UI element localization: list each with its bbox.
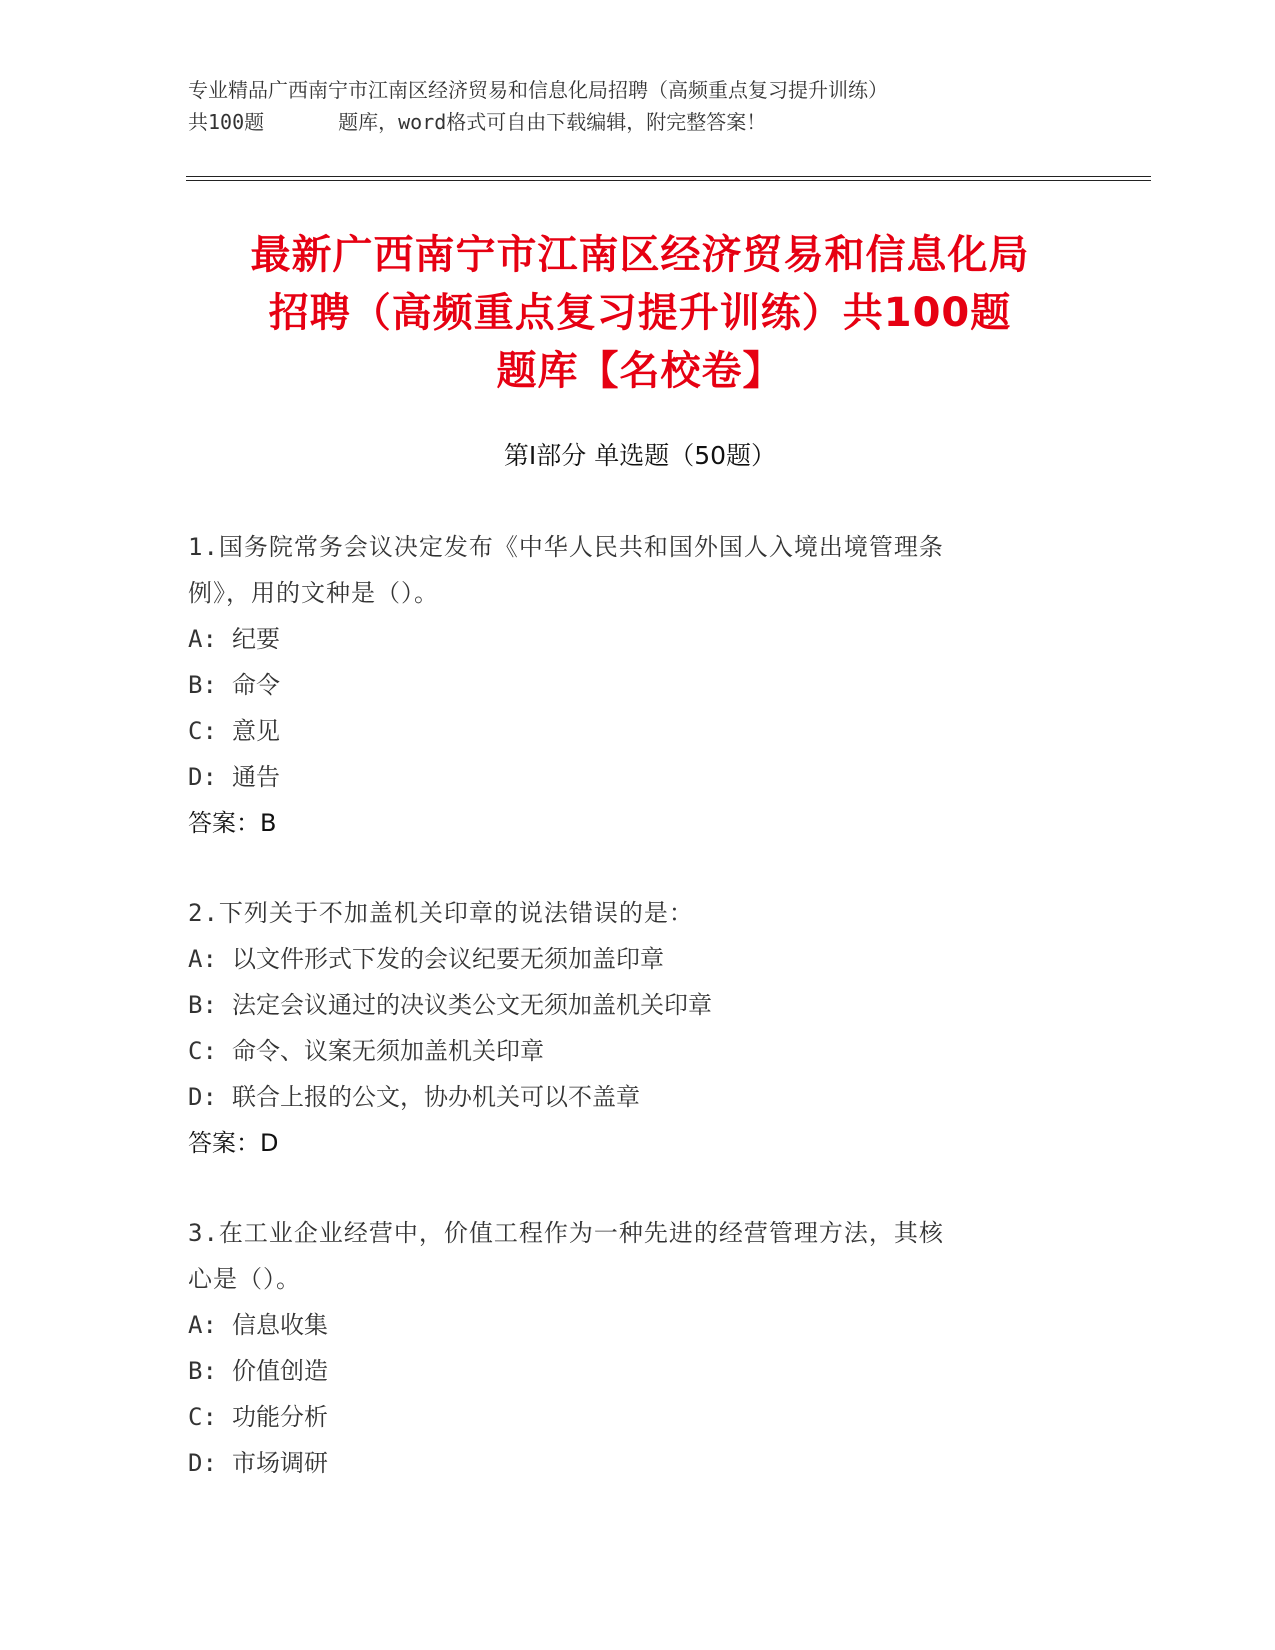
question-text: 1.国务院常务会议决定发布《中华人民共和国外国人入境出境管理条 [188,533,944,561]
option-text: 信息收集 [232,1311,328,1339]
option-text: 以文件形式下发的会议纪要无须加盖印章 [232,945,664,973]
option-letter: A: [188,1311,217,1339]
option-text: 法定会议通过的决议类公文无须加盖机关印章 [232,991,712,1019]
section-heading: 第Ⅰ部分 单选题（50题） [503,441,777,470]
title-line1: 最新广西南宁市江南区经济贸易和信息化局 [250,232,1030,278]
option-b [188,982,1088,1028]
title-line2: 招聘（高频重点复习提升训练）共100题 [268,290,1012,336]
option-c [188,1394,1088,1440]
option-letter: D: [188,1449,217,1477]
question-text-continued: 心是（）。 [188,1265,301,1293]
option-text: 通告 [232,763,280,791]
header-note-line1: 专业精品广西南宁市江南区经济贸易和信息化局招聘（高频重点复习提升训练） [188,78,888,102]
option-letter: B: [188,671,217,699]
option-a [188,616,1088,662]
option-a [188,1302,1088,1348]
option-b [188,662,1088,708]
header-note-desc: 题库，word格式可自由下载编辑，附完整答案！ [338,110,767,134]
option-c [188,1028,1088,1074]
option-d [188,1074,1088,1120]
header-note-count: 共100题 [188,110,265,134]
option-b [188,1348,1088,1394]
option-text: 价值创造 [232,1357,328,1385]
answer: 答案：D [188,1129,279,1157]
option-a [188,936,1088,982]
option-letter: C: [188,1037,217,1065]
option-letter: B: [188,1357,217,1385]
option-letter: B: [188,991,217,1019]
option-text: 纪要 [232,625,280,653]
option-c [188,708,1088,754]
option-text: 命令、议案无须加盖机关印章 [232,1037,544,1065]
option-text: 意见 [232,717,280,745]
option-text: 市场调研 [232,1449,328,1477]
header-note [188,74,1068,138]
option-d [188,754,1088,800]
question-3 [188,1210,1088,1486]
option-letter: C: [188,717,217,745]
question-1 [188,524,1088,846]
header-note-line2 [188,106,1068,138]
question-text: 2.下列关于不加盖机关印章的说法错误的是： [188,899,694,927]
option-letter: D: [188,763,217,791]
document-title [160,226,1120,400]
option-text: 命令 [232,671,280,699]
question-text: 3.在工业企业经营中，价值工程作为一种先进的经营管理方法，其核 [188,1219,944,1247]
option-letter: A: [188,625,217,653]
option-d [188,1440,1088,1486]
option-letter: D: [188,1083,217,1111]
option-letter: C: [188,1403,217,1431]
title-line3: 题库【名校卷】 [496,348,784,394]
header-rule-top [186,176,1151,177]
answer: 答案：B [188,809,277,837]
question-list [188,524,1088,1530]
question-text-continued: 例》，用的文种是（）。 [188,579,439,607]
header-rule-bottom [186,180,1151,181]
option-letter: A: [188,945,217,973]
question-2 [188,890,1088,1166]
option-text: 功能分析 [232,1403,328,1431]
option-text: 联合上报的公文，协办机关可以不盖章 [232,1083,640,1111]
